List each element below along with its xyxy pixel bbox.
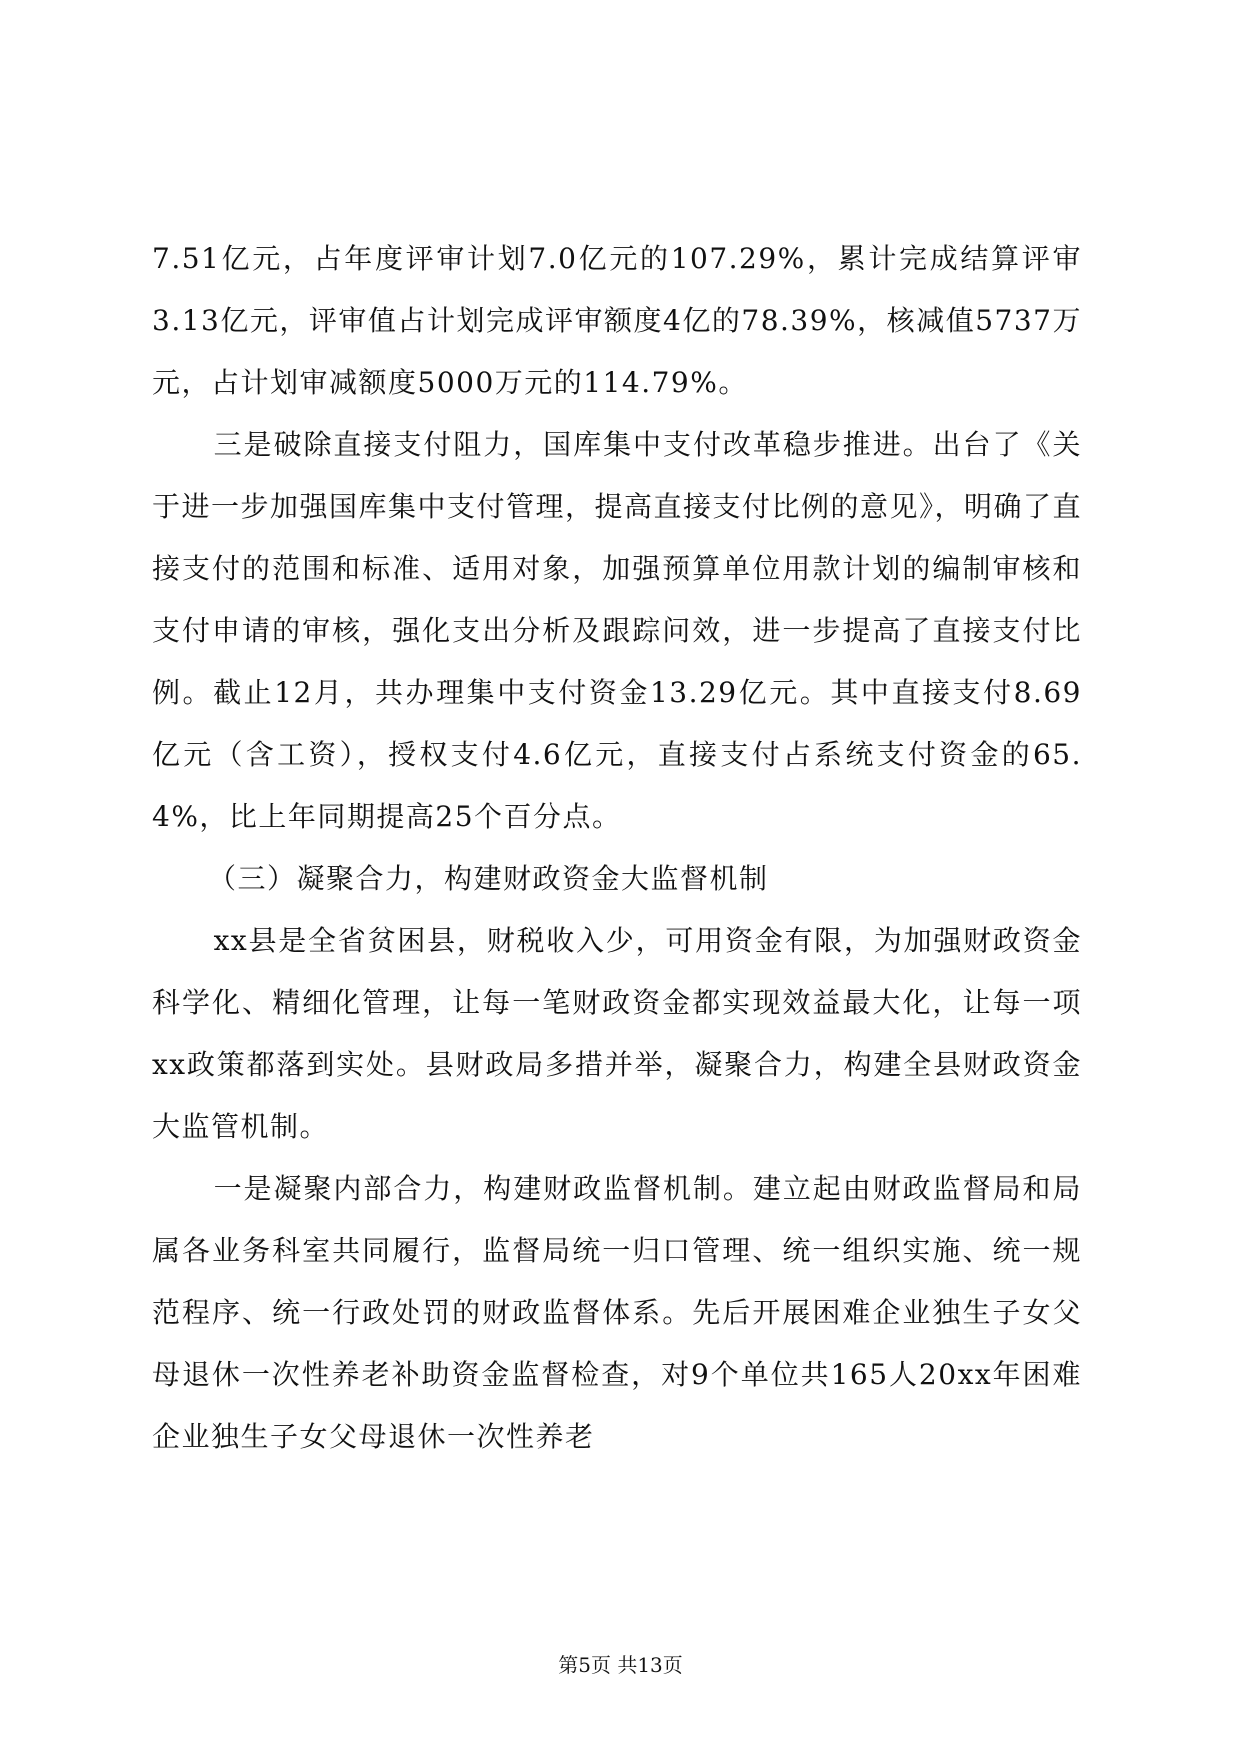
page-footer: 第5页 共13页 bbox=[558, 1653, 683, 1677]
section-heading: （三）凝聚合力，构建财政资金大监督机制 bbox=[208, 862, 769, 895]
paragraph-county-overview: xx县是全省贫困县，财税收入少，可用资金有限，为加强财政资金科学化、精细化管理，让每一笔财政资金都实现效益最大化，让每一项xx政策都落到实处。县财政局多措并举，凝聚合力，构建全县财政资金大监管机制。 bbox=[152, 924, 1082, 1143]
document-body bbox=[152, 228, 1082, 1468]
paragraph-direct-payment: 三是破除直接支付阻力，国库集中支付改革稳步推进。出台了《关于进一步加强国库集中支付管理，提高直接支付比例的意见》，明确了直接支付的范围和标准、适用对象，加强预算单位用款计划的编制审核和支付申请的审核，强化支出分析及跟踪问效，进一步提高了直接支付比例。截止12月，共办理集中支付资金13.29亿元。其中直接支付8.69亿元（含工资），授权支付4.6亿元，直接支付占系统支付资金的65.4%，比上年同期提高25个百分点。 bbox=[152, 428, 1083, 833]
paragraph-continuation: 7.51亿元，占年度评审计划7.0亿元的107.29%，累计完成结算评审3.13亿元，评审值占计划完成评审额度4亿的78.39%，核减值5737万元，占计划审减额度5000万元的114.79%。 bbox=[152, 242, 1082, 399]
paragraph-internal-supervision: 一是凝聚内部合力，构建财政监督机制。建立起由财政监督局和局属各业务科室共同履行，监督局统一归口管理、统一组织实施、统一规范程序、统一行政处罚的财政监督体系。先后开展困难企业独生子女父母退休一次性养老补助资金监督检查，对9个单位共165人20xx年困难企业独生子女父母退休一次性养老 bbox=[152, 1172, 1082, 1453]
